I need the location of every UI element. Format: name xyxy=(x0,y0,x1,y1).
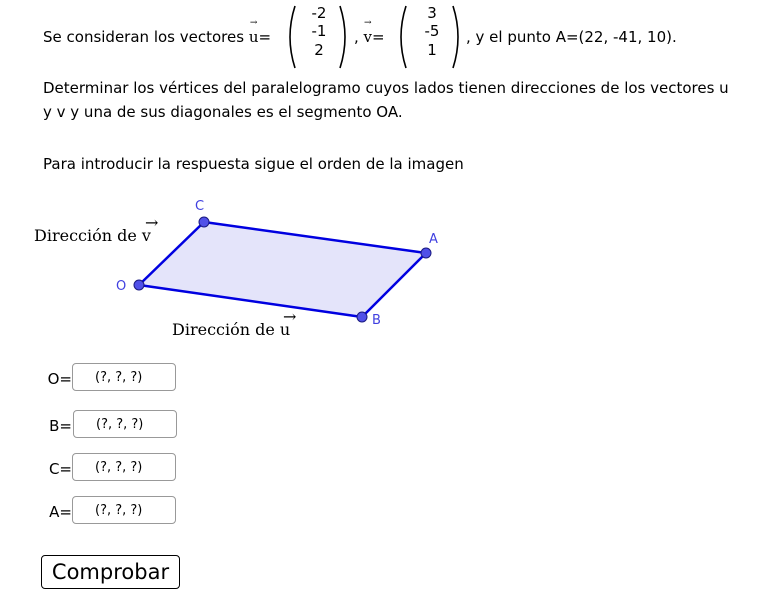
equals-sign-v: = xyxy=(372,28,385,46)
point-c-label: C xyxy=(195,199,205,214)
vertex-b-input[interactable] xyxy=(73,410,177,438)
u-component-3: 2 xyxy=(314,41,324,59)
direction-v-label xyxy=(34,226,151,245)
direction-v-vec: v xyxy=(141,226,151,245)
v-component-3: 1 xyxy=(427,41,437,59)
point-b-marker[interactable] xyxy=(357,312,367,322)
direction-u-text: Dirección de xyxy=(172,320,280,339)
task-line-2: y v y una de sus diagonales es el segmento OA. xyxy=(43,103,403,121)
task-line-1: Determinar los vértices del paralelogramo cuyos lados tienen direcciones de los vectores u xyxy=(43,79,729,97)
vector-v-symbol: → v xyxy=(364,28,372,46)
direction-v-arrow-icon: → xyxy=(145,213,159,232)
statement-intro: Se consideran los vectores xyxy=(43,28,249,46)
instruction-text: Para introducir la respuesta sigue el orden de la imagen xyxy=(43,155,464,173)
check-button[interactable]: Comprobar xyxy=(41,555,180,589)
left-paren-u-icon xyxy=(283,4,297,70)
left-paren-v-icon xyxy=(394,4,408,70)
point-a-marker[interactable] xyxy=(421,248,431,258)
point-b-label: B xyxy=(372,313,381,328)
right-paren-v-icon xyxy=(451,4,465,70)
vertex-c-input[interactable] xyxy=(72,453,176,481)
field-label-a: A= xyxy=(49,503,72,521)
point-a-label: A xyxy=(429,232,438,247)
v-component-1: 3 xyxy=(427,4,437,22)
field-label-c: C= xyxy=(48,460,72,478)
statement-line xyxy=(43,28,271,46)
field-label-b: B= xyxy=(49,417,72,435)
statement-v-part xyxy=(354,28,385,46)
point-o-label: O xyxy=(116,279,127,294)
direction-v-text: Dirección de xyxy=(34,226,142,245)
u-component-2: -1 xyxy=(311,22,327,40)
point-c-marker[interactable] xyxy=(199,217,209,227)
vertex-a-input[interactable] xyxy=(72,496,176,524)
u-component-1: -2 xyxy=(311,4,327,22)
direction-u-vec: u xyxy=(279,320,291,339)
v-component-2: -5 xyxy=(424,22,440,40)
point-a-statement: , y el punto A=(22, -41, 10). xyxy=(466,28,677,46)
direction-u-arrow-icon: → xyxy=(283,307,297,326)
vector-u-symbol: → u xyxy=(249,28,259,46)
vertex-o-input[interactable] xyxy=(72,363,176,391)
field-label-o: O= xyxy=(47,370,72,388)
equals-sign-u: = xyxy=(258,28,272,46)
comma-sep: , xyxy=(354,28,364,46)
parallelogram-shape xyxy=(139,222,426,317)
point-o-marker[interactable] xyxy=(134,280,144,290)
direction-u-label xyxy=(172,320,290,339)
parallelogram-figure xyxy=(0,190,520,350)
right-paren-u-icon xyxy=(338,4,352,70)
